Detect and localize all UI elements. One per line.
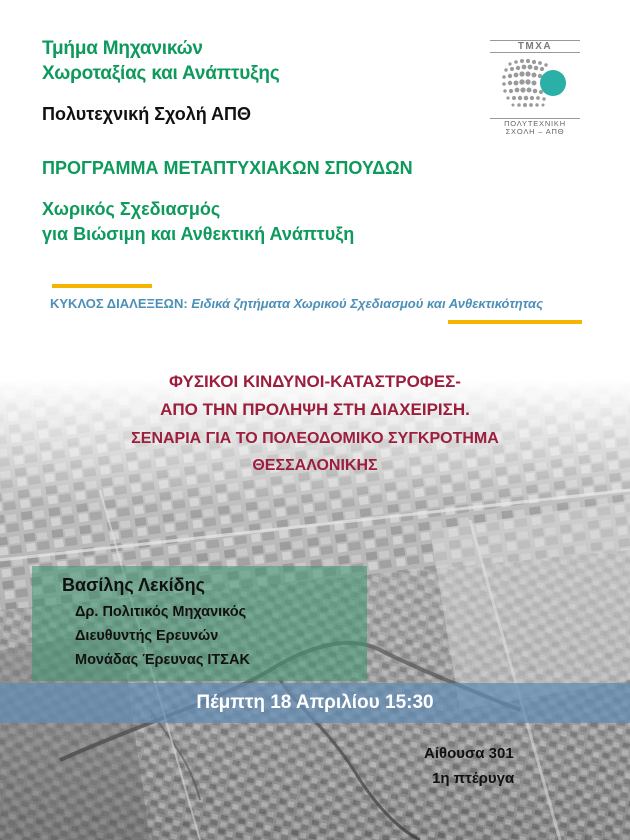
speaker-role-line-3: Μονάδας Έρευνας ΙΤΣΑΚ [75, 652, 250, 668]
department-line-1: Τμήμα Μηχανικών [42, 38, 203, 59]
venue-room: Αίθουσα 301 [424, 745, 514, 762]
program-title-line-1: Χωρικός Σχεδιασμός [42, 199, 221, 219]
logo-top-text: ΤΜΧΑ [490, 40, 580, 53]
lecture-title-line-4: ΘΕΣΣΑΛΟΝΙΚΗΣ [252, 457, 378, 474]
lecture-series [50, 296, 543, 311]
lecture-title-line-2: ΑΠΟ ΤΗΝ ΠΡΟΛΗΨΗ ΣΤΗ ΔΙΑΧΕΙΡΙΣΗ. [160, 400, 470, 419]
lecture-title-line-3: ΣΕΝΑΡΙΑ ΓΙΑ ΤΟ ΠΟΛΕΟΔΟΜΙΚΟ ΣΥΓΚΡΟΤΗΜΑ [131, 430, 499, 447]
event-datetime: Πέμπτη 18 Απριλίου 15:30 [196, 692, 434, 713]
tmxa-logo [490, 40, 580, 140]
logo-bottom-line-2: ΣΧΟΛΗ – ΑΠΘ [505, 127, 565, 136]
accent-bar-bottom [448, 320, 582, 324]
speaker-role-line-2: Διευθυντής Ερευνών [75, 628, 219, 644]
series-label: ΚΥΚΛΟΣ ΔΙΑΛΕΞΕΩΝ: [50, 296, 188, 311]
venue-wing: 1η πτέρυγα [432, 770, 515, 787]
lecture-title-line-1: ΦΥΣΙΚΟΙ ΚΙΝΔΥΝΟΙ-ΚΑΤΑΣΤΡΟΦΕΣ- [169, 372, 461, 391]
program-title-line-2: για Βιώσιμη και Ανθεκτική Ανάπτυξη [42, 224, 355, 244]
logo-dots-icon [498, 54, 572, 114]
series-text: Ειδικά ζητήματα Χωρικού Σχεδιασμού και Ανθεκτικότητας [191, 296, 544, 311]
school-name: Πολυτεχνική Σχολή ΑΠΘ [42, 104, 252, 124]
logo-bottom-line-1: ΠΟΛΥΤΕΧΝΙΚΗ [490, 118, 580, 128]
program-heading: ΠΡΟΓΡΑΜΜΑ ΜΕΤΑΠΤΥΧΙΑΚΩΝ ΣΠΟΥΔΩΝ [42, 158, 413, 178]
speaker-role-line-1: Δρ. Πολιτικός Μηχανικός [75, 604, 247, 620]
speaker-name: Βασίλης Λεκίδης [62, 575, 205, 595]
accent-bar-top [52, 284, 152, 288]
department-line-2: Χωροταξίας και Ανάπτυξης [42, 63, 280, 84]
